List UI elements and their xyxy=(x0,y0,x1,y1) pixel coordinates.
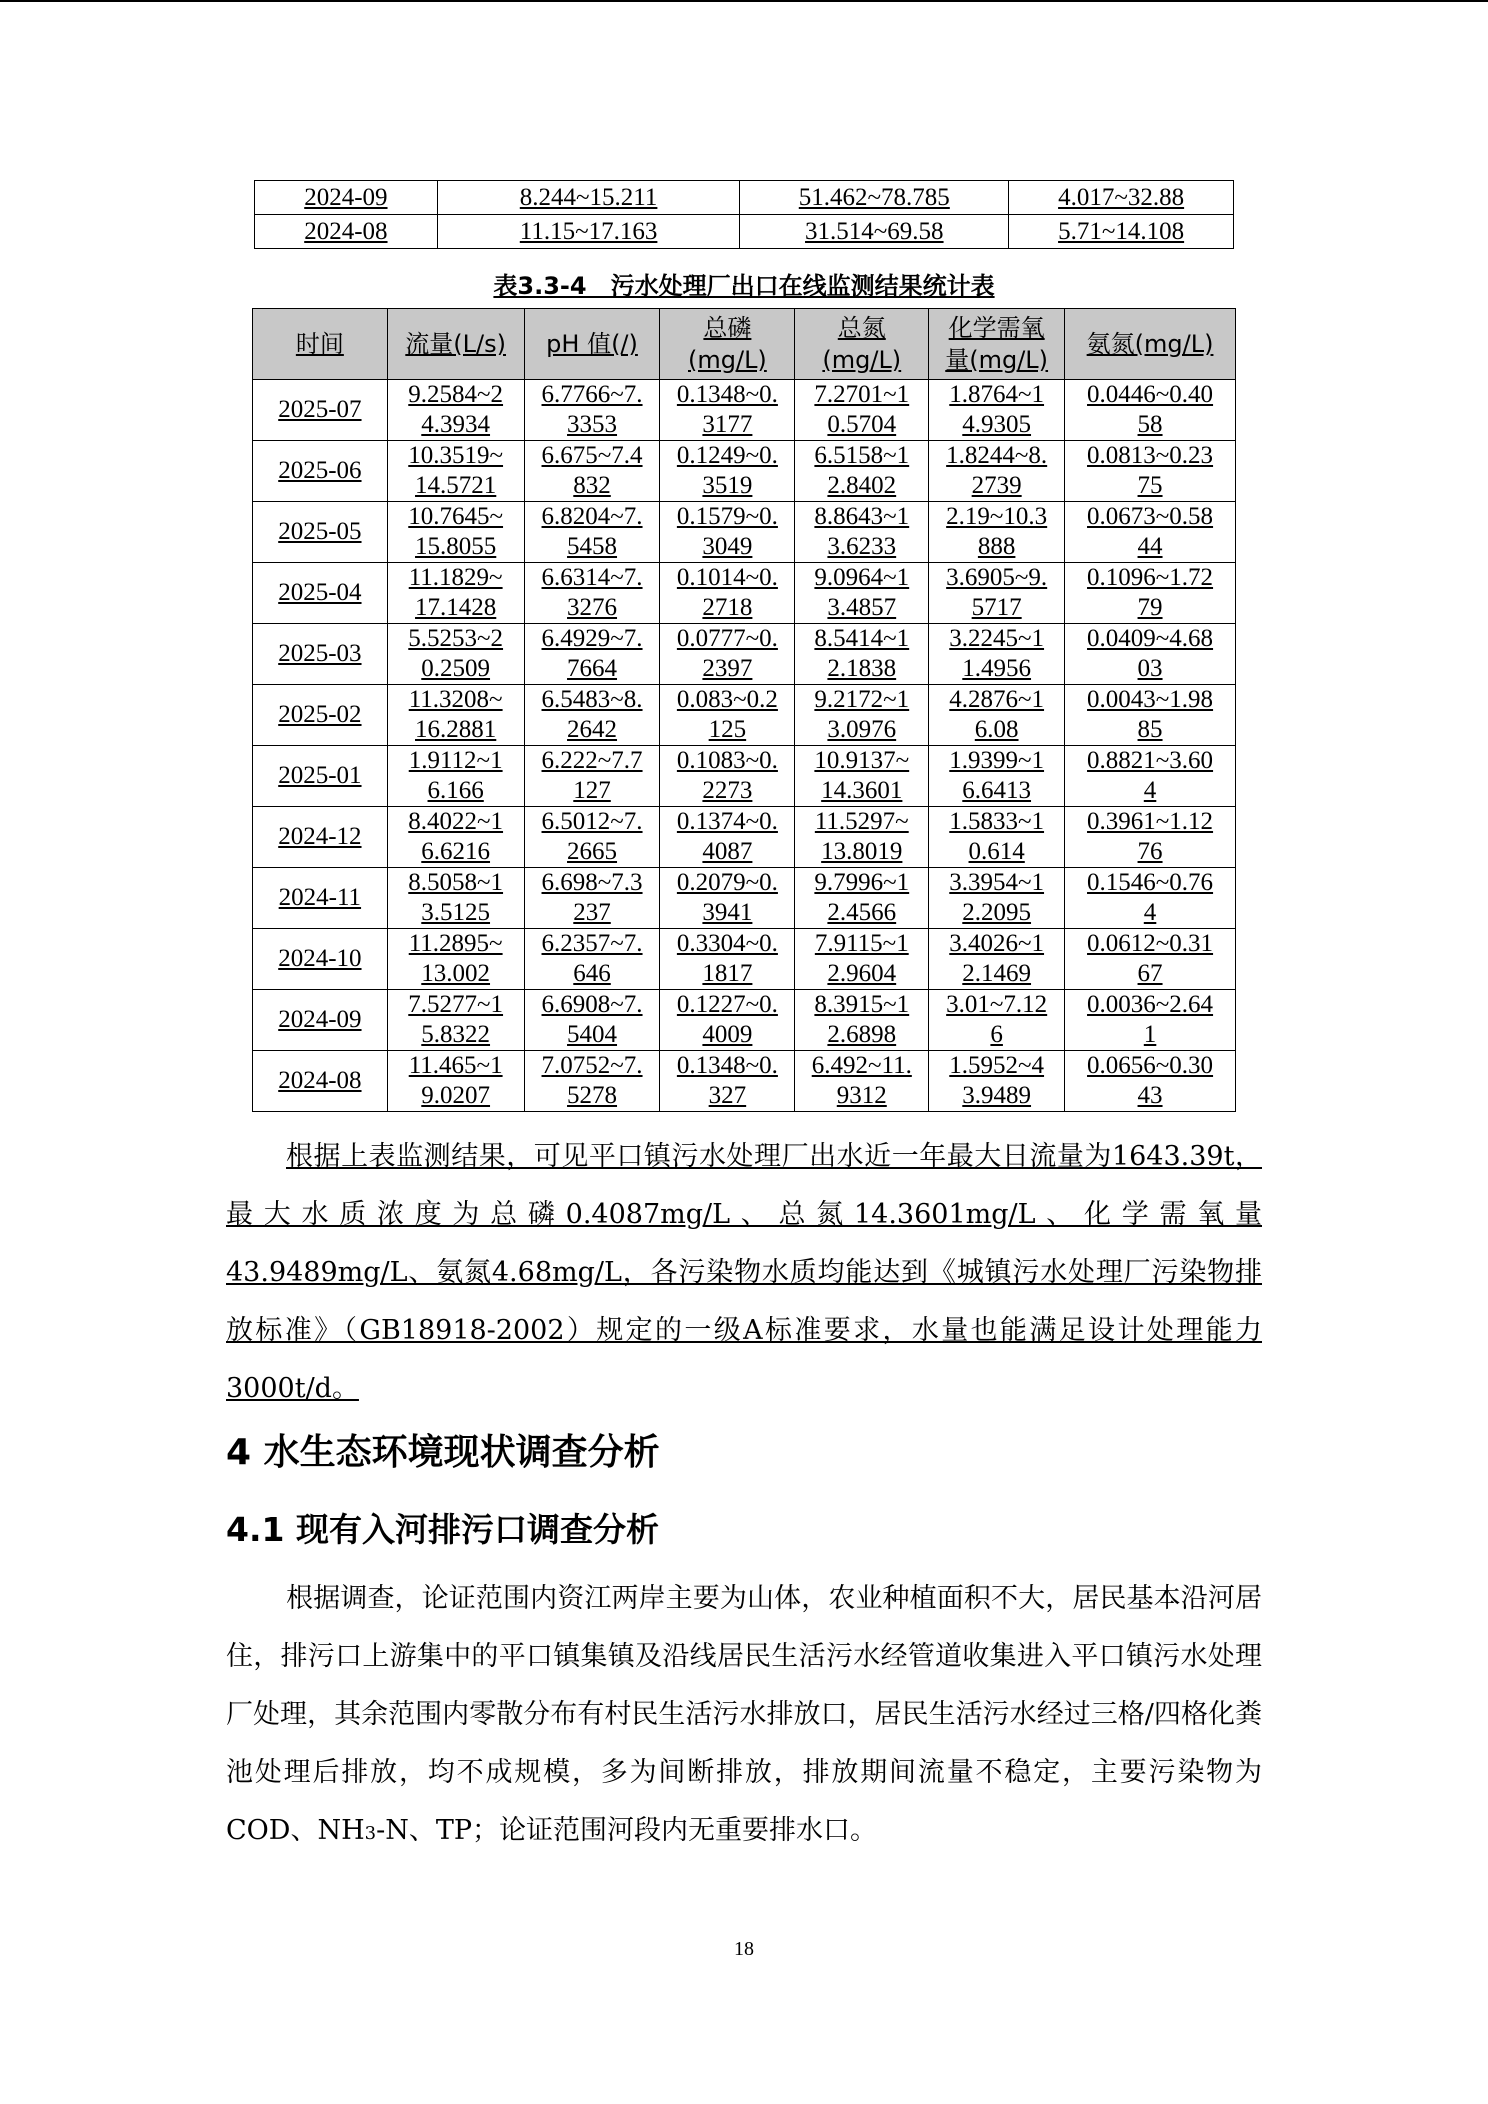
time-cell: 2024-10 xyxy=(253,929,388,990)
value-cell: 6.5012~7. 2665 xyxy=(524,807,660,868)
value-cell: 6.5483~8. 2642 xyxy=(524,685,660,746)
value-cell: 0.0612~0.31 67 xyxy=(1065,929,1236,990)
value-cell: 0.1014~0. 2718 xyxy=(660,563,795,624)
value-cell: 3.6905~9. 5717 xyxy=(929,563,1065,624)
value-cell: 0.1579~0. 3049 xyxy=(660,502,795,563)
value-cell: 0.2079~0. 3941 xyxy=(660,868,795,929)
continuation-table xyxy=(254,180,1234,249)
table-cell: 4.017~32.88 xyxy=(1009,181,1234,215)
value-cell: 11.3208~ 16.2881 xyxy=(387,685,524,746)
table-row xyxy=(253,563,1236,624)
time-cell: 2025-05 xyxy=(253,502,388,563)
value-cell: 0.0409~4.68 03 xyxy=(1065,624,1236,685)
table-cell: 31.514~69.58 xyxy=(740,215,1009,249)
value-cell: 5.5253~2 0.2509 xyxy=(387,624,524,685)
value-cell: 0.083~0.2 125 xyxy=(660,685,795,746)
subsection-heading: 4.1 现有入河排污口调查分析 xyxy=(226,1510,659,1549)
value-cell: 7.0752~7. 5278 xyxy=(524,1051,660,1112)
value-cell: 7.9115~1 2.9604 xyxy=(795,929,929,990)
table-row xyxy=(253,746,1236,807)
value-cell: 1.9399~1 6.6413 xyxy=(929,746,1065,807)
value-cell: 0.0036~2.64 1 xyxy=(1065,990,1236,1051)
table-caption: 表3.3-4 污水处理厂出口在线监测结果统计表 xyxy=(493,272,995,300)
table-cell: 11.15~17.163 xyxy=(437,215,740,249)
column-header: 总氮 (mg/L) xyxy=(795,309,929,380)
value-cell: 1.8244~8. 2739 xyxy=(929,441,1065,502)
table-row xyxy=(253,1051,1236,1112)
value-cell: 1.5833~1 0.614 xyxy=(929,807,1065,868)
value-cell: 6.2357~7. 646 xyxy=(524,929,660,990)
time-cell: 2025-01 xyxy=(253,746,388,807)
value-cell: 9.0964~1 3.4857 xyxy=(795,563,929,624)
table-cell: 8.244~15.211 xyxy=(437,181,740,215)
column-header: 流量(L/s) xyxy=(387,309,524,380)
value-cell: 3.4026~1 2.1469 xyxy=(929,929,1065,990)
value-cell: 0.1374~0. 4087 xyxy=(660,807,795,868)
value-cell: 3.01~7.12 6 xyxy=(929,990,1065,1051)
time-cell: 2025-03 xyxy=(253,624,388,685)
value-cell: 6.7766~7. 3353 xyxy=(524,380,660,441)
time-cell: 2025-02 xyxy=(253,685,388,746)
top-border-rule xyxy=(0,0,1488,2)
table-cell: 5.71~14.108 xyxy=(1009,215,1234,249)
table-row xyxy=(253,807,1236,868)
table-row xyxy=(253,929,1236,990)
value-cell: 10.7645~ 15.8055 xyxy=(387,502,524,563)
time-cell: 2024-12 xyxy=(253,807,388,868)
monitoring-results-table xyxy=(252,308,1236,1112)
monitoring-conclusion-paragraph: 根据上表监测结果，可见平口镇污水处理厂出水近一年最大日流量为1643.39t，最大水质浓度为总磷0.4087mg/L、总氮14.3601mg/L、化学需氧量43.9489mg/L、氨氮4.68mg/L，各污染物水质均能达到《城镇污水处理厂污染物排放标准》（GB18918-2002）规定的一级A标准要求，水量也能满足设计处理能力3000t/d。 xyxy=(226,1141,1262,1404)
table-row xyxy=(253,990,1236,1051)
value-cell: 6.6908~7. 5404 xyxy=(524,990,660,1051)
table-row xyxy=(253,441,1236,502)
column-header: 化学需氧 量(mg/L) xyxy=(929,309,1065,380)
value-cell: 0.0673~0.58 44 xyxy=(1065,502,1236,563)
value-cell: 8.4022~1 6.6216 xyxy=(387,807,524,868)
table-row xyxy=(253,868,1236,929)
value-cell: 8.5058~1 3.5125 xyxy=(387,868,524,929)
value-cell: 0.1348~0. 3177 xyxy=(660,380,795,441)
value-cell: 8.5414~1 2.1838 xyxy=(795,624,929,685)
value-cell: 11.2895~ 13.002 xyxy=(387,929,524,990)
time-cell: 2025-07 xyxy=(253,380,388,441)
value-cell: 6.492~11. 9312 xyxy=(795,1051,929,1112)
time-cell: 2024-11 xyxy=(253,868,388,929)
section-heading: 4 水生态环境现状调查分析 xyxy=(226,1432,660,1473)
table-cell: 2024-09 xyxy=(255,181,438,215)
value-cell: 9.7996~1 2.4566 xyxy=(795,868,929,929)
value-cell: 10.3519~ 14.5721 xyxy=(387,441,524,502)
value-cell: 1.8764~1 4.9305 xyxy=(929,380,1065,441)
value-cell: 6.5158~1 2.8402 xyxy=(795,441,929,502)
value-cell: 0.1083~0. 2273 xyxy=(660,746,795,807)
value-cell: 1.9112~1 6.166 xyxy=(387,746,524,807)
value-cell: 0.1227~0. 4009 xyxy=(660,990,795,1051)
table-row xyxy=(253,380,1236,441)
value-cell: 7.2701~1 0.5704 xyxy=(795,380,929,441)
table-row xyxy=(255,215,1234,249)
value-cell: 2.19~10.3 888 xyxy=(929,502,1065,563)
column-header: 时间 xyxy=(253,309,388,380)
value-cell: 0.8821~3.60 4 xyxy=(1065,746,1236,807)
value-cell: 0.3961~1.12 76 xyxy=(1065,807,1236,868)
outfall-survey-paragraph: 根据调查，论证范围内资江两岸主要为山体，农业种植面积不大，居民基本沿河居住，排污口上游集中的平口镇集镇及沿线居民生活污水经管道收集进入平口镇污水处理厂处理，其余范围内零散分布有村民生活污水排放口，居民生活污水经过三格/四格化粪池处理后排放，均不成规模，多为间断排放，排放期间流量不稳定，主要污染物为 COD、NH3-N、TP；论证范围河段内无重要排水口。 xyxy=(226,1583,1262,1846)
time-cell: 2025-06 xyxy=(253,441,388,502)
value-cell: 6.698~7.3 237 xyxy=(524,868,660,929)
column-header: pH 值(/) xyxy=(524,309,660,380)
value-cell: 0.1546~0.76 4 xyxy=(1065,868,1236,929)
value-cell: 3.3954~1 2.2095 xyxy=(929,868,1065,929)
value-cell: 6.8204~7. 5458 xyxy=(524,502,660,563)
value-cell: 6.4929~7. 7664 xyxy=(524,624,660,685)
value-cell: 3.2245~1 1.4956 xyxy=(929,624,1065,685)
value-cell: 9.2172~1 3.0976 xyxy=(795,685,929,746)
table-cell: 2024-08 xyxy=(255,215,438,249)
page-number: 18 xyxy=(734,1938,754,1960)
value-cell: 1.5952~4 3.9489 xyxy=(929,1051,1065,1112)
value-cell: 0.1249~0. 3519 xyxy=(660,441,795,502)
time-cell: 2024-09 xyxy=(253,990,388,1051)
value-cell: 0.1096~1.72 79 xyxy=(1065,563,1236,624)
value-cell: 6.6314~7. 3276 xyxy=(524,563,660,624)
table-row xyxy=(253,624,1236,685)
value-cell: 0.0813~0.23 75 xyxy=(1065,441,1236,502)
time-cell: 2024-08 xyxy=(253,1051,388,1112)
value-cell: 0.1348~0. 327 xyxy=(660,1051,795,1112)
value-cell: 4.2876~1 6.08 xyxy=(929,685,1065,746)
value-cell: 11.465~1 9.0207 xyxy=(387,1051,524,1112)
value-cell: 10.9137~ 14.3601 xyxy=(795,746,929,807)
value-cell: 0.0043~1.98 85 xyxy=(1065,685,1236,746)
value-cell: 9.2584~2 4.3934 xyxy=(387,380,524,441)
table-row xyxy=(253,502,1236,563)
column-header: 总磷 (mg/L) xyxy=(660,309,795,380)
value-cell: 6.675~7.4 832 xyxy=(524,441,660,502)
table-row xyxy=(253,685,1236,746)
table-row xyxy=(255,181,1234,215)
value-cell: 0.0656~0.30 43 xyxy=(1065,1051,1236,1112)
value-cell: 6.222~7.7 127 xyxy=(524,746,660,807)
value-cell: 11.5297~ 13.8019 xyxy=(795,807,929,868)
column-header: 氨氮(mg/L) xyxy=(1065,309,1236,380)
value-cell: 0.3304~0. 1817 xyxy=(660,929,795,990)
value-cell: 0.0446~0.40 58 xyxy=(1065,380,1236,441)
time-cell: 2025-04 xyxy=(253,563,388,624)
value-cell: 11.1829~ 17.1428 xyxy=(387,563,524,624)
value-cell: 0.0777~0. 2397 xyxy=(660,624,795,685)
value-cell: 8.3915~1 2.6898 xyxy=(795,990,929,1051)
table-cell: 51.462~78.785 xyxy=(740,181,1009,215)
value-cell: 8.8643~1 3.6233 xyxy=(795,502,929,563)
value-cell: 7.5277~1 5.8322 xyxy=(387,990,524,1051)
